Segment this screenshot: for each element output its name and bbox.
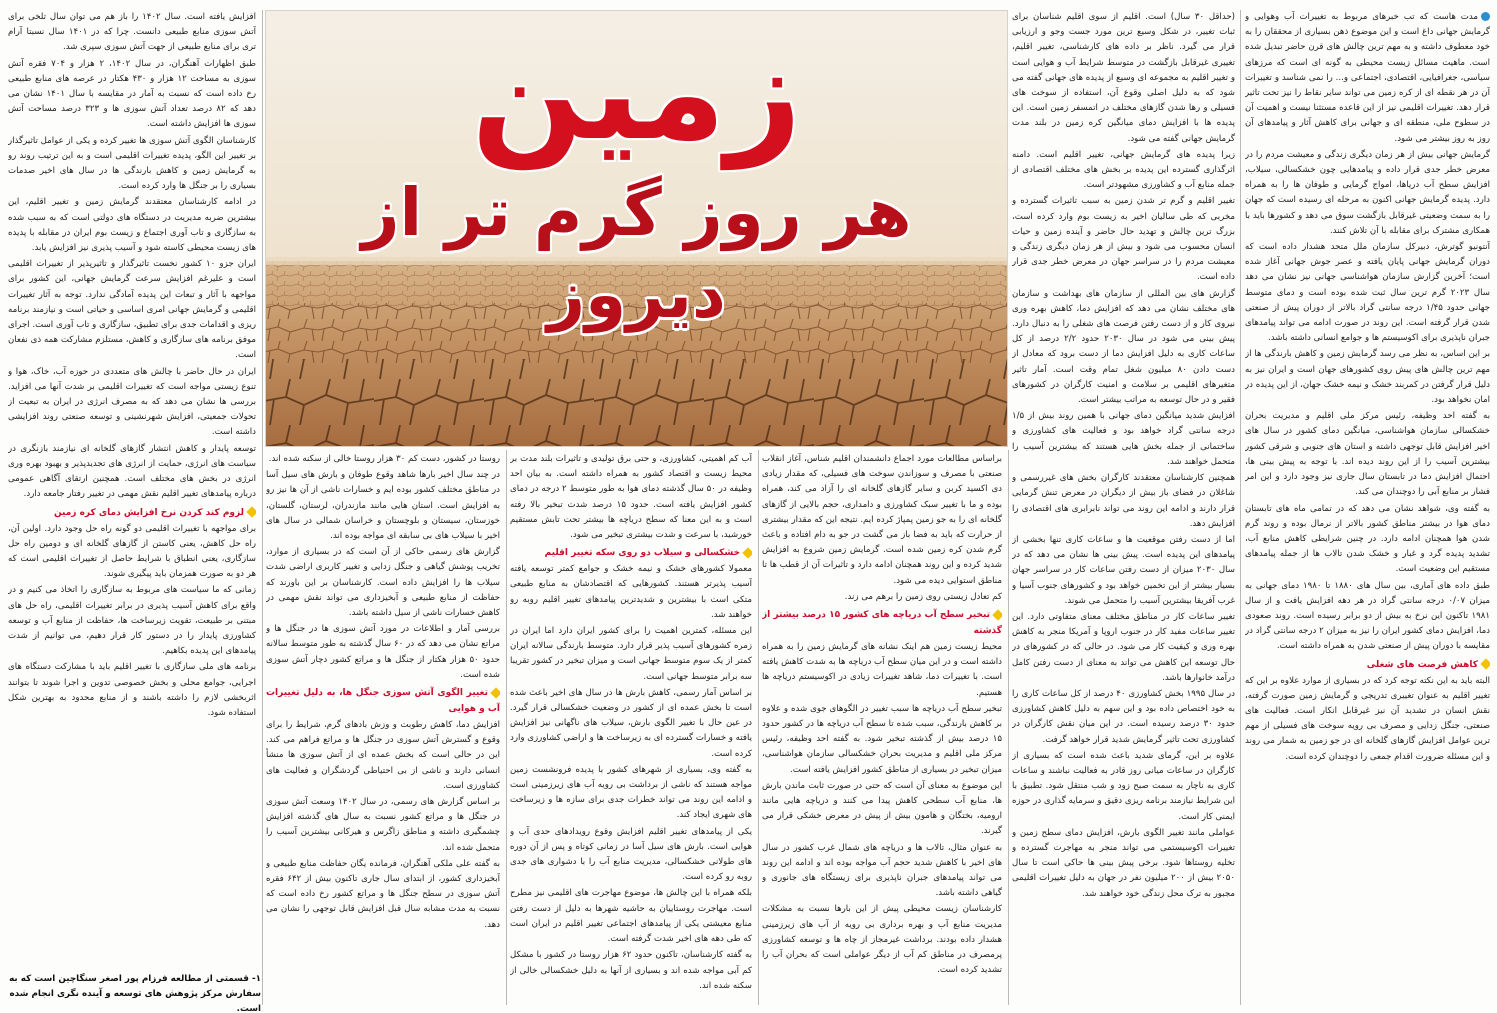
section-subhead: خشکسالی و سیلاب دو روی سکه تغییر اقلیم (510, 545, 752, 561)
headline-subtitle: هر روز گرم تر از دیروز (361, 174, 912, 333)
bullet-icon (1481, 12, 1490, 21)
paragraph: طبق اظهارات آهنگران، در سال ۱۴۰۲، ۲ هزار و ۷۰۴ فقره آتش سوزی به مساحت ۱۲ هزار و ۴۳۰ هکتار در عرصه های منابع طبیعی رخ داده است که نسبت به آمار در مقایسه با سال ۱۴۰۱ نشان می دهد که ۸۲ درصد تعداد آتش سوزی ها و ۳۲۳ درصد مساحت آتش سوزی ها افزایش داشته است. (8, 58, 256, 130)
paragraph: بر این اساس، به نظر می رسد گرمایش زمین و کاهش بارندگی ها از مهم ترین چالش های پیش روی کشورهای جهان است و ایران نیز به دلیل قرار گرفتن در کمربند خشک و نیمه خشک جهان، از این پدیده در امان نخواهد بود. (1245, 349, 1490, 406)
paragraph: بررسی آمار و اطلاعات در مورد آتش سوزی ها در جنگل ها و مراتع نشان می دهد که در ۶۰ سال گذشته به طور متوسط سالانه حدود ۵۰ هزار هکتار از جنگل ها و مراتع کشور دچار آتش سوزی شده است. (266, 624, 500, 680)
paragraph: گرمایش جهانی بیش از هر زمان دیگری زندگی و معیشت مردم را در معرض خطر جدی قرار داده و پیامدهایی چون خشکسالی، سیلاب، افزایش سطح آب دریاها، امواج گرمایی و طوفان ها را به همراه دارد. پدیده گرمایش جهانی اکنون به مرحله ای رسیده است که جهان را به سمت وضعیتی غیرقابل بازگشت سوق می دهد و کشورها باید با همکاری مشترک برای مقابله با آن تلاش کنند. (1245, 149, 1490, 236)
subhead-marker-icon (490, 687, 500, 698)
subhead-marker-icon (1480, 658, 1490, 669)
paragraph: زمانی که ما سیاست های مربوط به سازگاری را اتخاذ می کنیم و در واقع برای کاهش آسیب پذیری در برابر تغییرات اقلیمی، راه حل های مبتنی بر طبیعت، تقویت زیرساخت ها، حفاظت از منابع آب و توسعه کشاورزی پایدار را در دستور کار قرار دهیم، می توانیم از شدت پیامدهای این پدیده بکاهیم. (8, 585, 256, 657)
paragraph: تغییر اقلیم و گرم تر شدن زمین به سبب تاثیرات گسترده و مخربی که طی سالیان اخیر به زیست بوم وارد کرده است، بزرگ ترین چالش و تهدید حال حاضر و آینده زمین و حیات انسان محسوب می شود و بیش از هر زمان دیگری زندگی و معیشت مردم را در سراسر جهان در معرض خطر جدی قرار داده است. (1012, 196, 1235, 283)
paragraph: عواملی مانند تغییر الگوی بارش، افزایش دمای سطح زمین و تغییرات اکوسیستمی می تواند منجر به مهاجرت گسترده و تخلیه روستاها شود. برخی پیش بینی ها حاکی است تا سال ۲۰۵۰ بیش از ۲۰۰ میلیون نفر در جهان به دلیل تغییرات اقلیمی مجبور به ترک محل زندگی خود خواهند شد. (1012, 827, 1235, 899)
paragraph: آب کم اهمیتی، کشاورزی، و حتی برق تولیدی و تاثیرات بلند مدت بر محیط زیست و اقتصاد کشور به همراه داشته است. به بیان احد وظیفه در ۵۰ سال گذشته دمای هوا به طور متوسط ۲ درجه در دمای کشور افزایش یافته است. حدود ۱۵ درصد شدت تبخیر بالا رفته است و به این معنا که سطح دریاچه ها بیشتر تحت تابش مستقیم خورشید، با سرعت و شدت بیشتری تبخیر می شود. (510, 454, 752, 541)
paragraph: تبخیر سطح آب دریاچه ها سبب تغییر در الگوهای جوی شده و علاوه بر کاهش بارندگی، سبب شده تا سطح آب دریاچه ها در کشور حدود ۱۵ درصد بیش از گذشته تبخیر شود. به گفته احد وظیفه، رئیس مرکز ملی اقلیم و مدیریت بحران خشکسالی سازمان هواشناسی، میزان تبخیر در بسیاری از مناطق کشور افزایش یافته است. (762, 703, 1002, 775)
subhead-marker-icon (992, 609, 1002, 620)
subhead-marker-icon (246, 506, 256, 517)
paragraph: بر اساس گزارش های رسمی، در سال ۱۴۰۲ وسعت آتش سوزی در جنگل ها و مراتع کشور نسبت به سال های گذشته افزایش چشمگیری داشته و مناطق زاگرس و هیرکانی بیشترین آسیب را متحمل شده اند. (266, 797, 500, 853)
paragraph: توسعه پایدار و کاهش انتشار گازهای گلخانه ای نیازمند بازنگری در سیاست های انرژی، حمایت از انرژی های تجدیدپذیر و بهبود بهره وری انرژی در بخش های مختلف است. همچنین ارتقای آگاهی عمومی درباره پیامدهای تغییر اقلیم نقش مهمی در تغییر رفتار جامعه دارد. (8, 443, 256, 500)
paragraph: یکی از پیامدهای تغییر اقلیم افزایش وقوع رویدادهای حدی آب و هوایی است. بارش های سیل آسا در زمانی کوتاه و پس از آن دوره های طولانی خشکسالی، مدیریت منابع آب را با دشواری های جدی روبه رو کرده است. (510, 826, 752, 883)
paragraph: گزارش های رسمی حاکی از آن است که در بسیاری از موارد، تخریب پوشش گیاهی و جنگل زدایی و تغییر کاربری اراضی شدت سیلاب ها را افزایش داده است. کارشناسان بر این باورند که حفاظت از منابع طبیعی و آبخیزداری می تواند نقش مهمی در کاهش خسارات ناشی از سیل داشته باشد. (266, 547, 500, 619)
column-divider (262, 10, 263, 1005)
paragraph: کم تعادل زیستی روی زمین را برهم می زند. (844, 591, 1002, 602)
paragraph: به عنوان مثال، تالاب ها و دریاچه های شمال غرب کشور در سال های اخیر با کاهش شدید حجم آب مواجه بوده اند و ادامه این روند می تواند پیامدهای جبران ناپذیری برای زیستگاه های جانوری و گیاهی داشته باشد. (762, 842, 1002, 899)
paragraph: افزایش یافته است. سال ۱۴۰۲ را باز هم می توان سال تلخی برای آتش سوزی منابع طبیعی دانست. چرا که در ۱۴۰۱ سال نسبتا آرام تری برای منابع طبیعی از جهت آتش سوزی سپری شد. (8, 12, 256, 53)
paragraph: به گفته وی، شواهد نشان می دهد که در تمامی ماه های تابستان دمای هوا در بیشتر مناطق کشور بالاتر از نرمال بوده و روند گرم شدن هوا همچنان ادامه دارد. در چنین شرایطی کاهش منابع آب، تشدید پدیده گرد و غبار و خشک شدن تالاب ها از جمله پیامدهای مستقیم این وضعیت است. (1245, 503, 1490, 575)
paragraph: در ادامه کارشناسان معتقدند گرمایش زمین و تغییر اقلیم، این بیشترین ضربه مدیریت در دستگاه های دولتی است که به سبب شده به سازگاری و تاب آوری اجتماع و زیست بوم ایران در مقابله با پدیده های زیست محیطی کاسته شود و آسیب پذیری نیز افزایش یابد. (8, 197, 256, 254)
paragraph: در چند سال اخیر بارها شاهد وقوع طوفان و بارش های سیل آسا در مناطق مختلف کشور بوده ایم و خسارات ناشی از آن ها نیز رو به افزایش است. استان هایی مانند مازندران، لرستان، گلستان، خوزستان، سیستان و بلوچستان و خراسان شمالی در سال های اخیر با سیلاب های بی سابقه ای مواجه بوده اند. (266, 470, 500, 542)
paragraph: برای مواجهه با تغییرات اقلیمی دو گونه راه حل وجود دارد. اولین آن، راه حل کاهش، یعنی کاستن از گازهای گلخانه ای و دومین راه حل سازگاری، یعنی انطباق با شرایط حاصل از تغییرات اقلیمی است که هر دو به صورت همزمان باید پیگیری شوند. (8, 523, 256, 580)
paragraph: افزایش شدید میانگین دمای جهانی با همین روند بیش از ۱/۵ درجه سانتی گراد خواهد بود و فعالیت های کشاورزی و ساختمانی از جمله بخش هایی هستند که بیشترین آسیب را متحمل خواهند شد. (1012, 411, 1235, 467)
subhead-marker-icon (742, 547, 752, 558)
paragraph: کارشناسان الگوی آتش سوزی ها تغییر کرده و یکی از عوامل تاثیرگذار بر تغییر این الگو، پدیده تغییرات اقلیمی است و به این ترتیب روند رو به گرمایش زمین و کاهش بارندگی ها در سال های اخیر صدمات بسیاری را بر جنگل ها وارد کرده است. (8, 135, 256, 192)
paragraph: زیرا پدیده های گرمایش جهانی، تغییر اقلیم است. دامنه اثرگذاری گسترده این پدیده بر بخش های مختلف اقتصادی از جمله منابع آب و کشاورزی مشهودتر است. (1012, 149, 1235, 191)
article-column-2 (1012, 10, 1235, 1005)
article-column-4 (510, 452, 752, 1005)
paragraph: آنتونیو گوترش، دبیرکل سازمان ملل متحد هشدار داده است که دوران گرمایش جهانی پایان یافته و عصر جوش جهانی آغاز شده است؛ آخرین گزارش سازمان هواشناسی جهانی نیز نشان می دهد سال ۲۰۲۳ گرم ترین سال ثبت شده بوده است و دمای متوسط جهانی حدود ۱/۴۵ درجه سانتی گراد بالاتر از دوران پیش از صنعتی شدن قرار گرفته است. این روند در صورت ادامه می تواند پیامدهای جبران ناپذیری برای اکوسیستم ها و جوامع انسانی داشته باشد. (1245, 242, 1490, 344)
column-divider (1240, 10, 1241, 1005)
paragraph: روستا در کشور، دست کم ۳۰ هزار روستا خالی از سکنه شده اند. (268, 454, 500, 464)
source-footnote: ۱- قسمتی از مطالعه فرزام پور اصغر سنگاچین است که به سفارش مرکز پژوهش های توسعه و آینده نگری انجام شده است. (9, 974, 261, 1013)
paragraph: علاوه بر این، گرمای شدید باعث شده است که بسیاری از کارگران در ساعات میانی روز قادر به فعالیت نباشند و ساعات کاری به ناچار به سمت صبح زود و شب منتقل شود. تطبیق با این شرایط نیازمند برنامه ریزی دقیق و سرمایه گذاری در حوزه ایمنی کار است. (1012, 750, 1235, 822)
column-divider (506, 450, 507, 1005)
paragraph: بر اساس آمار رسمی، کاهش بارش ها در سال های اخیر باعث شده است تا بخش عمده ای از کشور در وضعیت خشکسالی قرار گیرد. در عین حال با تغییر الگوی بارش، سیلاب های ناگهانی نیز افزایش یافته و خسارات گسترده ای به زیرساخت ها و اراضی کشاورزی وارد کرده است. (510, 687, 752, 759)
paragraph: معمولا کشورهای خشک و نیمه خشک و جوامع کمتر توسعه یافته آسیب پذیرتر هستند. کشورهایی که اقتصادشان به منابع طبیعی متکی است با بیشترین و شدیدترین پیامدهای تغییر اقلیم روبه رو خواهند شد. (510, 564, 752, 620)
section-subhead: تبخیر سطح آب دریاچه های کشور ۱۵ درصد بیشتر از گذشته (762, 610, 1002, 637)
section-subhead: لزوم کند کردن نرخ افزایش دمای کره زمین (8, 505, 256, 521)
paragraph: محیط زیست زمین هم اینک نشانه های گرمایش زمین را به همراه داشته است و در این میان سطح آب دریاچه ها به شدت کاهش یافته است. با تغییرات دما، شاهد تغییرات زیادی در اکوسیستم دریاچه ها هستیم. (762, 642, 1002, 698)
paragraph: به گفته کارشناسان، تاکنون حدود ۶۲ هزار روستا در کشور با مشکل کم آبی مواجه شده اند و بسیاری از آنها به دلیل خشکسالی خالی از سکنه شده اند. (510, 950, 752, 991)
column-divider (758, 450, 759, 1005)
paragraph: به گفته احد وظیفه، رئیس مرکز ملی اقلیم و مدیریت بحران خشکسالی سازمان هواشناسی، میانگین دمای کشور در سال های اخیر افزایش قابل توجهی داشته و استان های جنوبی و شرقی کشور بیشترین آسیب را از این روند دیده اند. با توجه به پیش بینی ها، احتمال افزایش دما در تابستان سال جاری نیز وجود دارد و این امر فشار بر منابع آبی را دوچندان می کند. (1245, 411, 1490, 498)
paragraph: در سال ۱۹۹۵ بخش کشاورزی ۴۰ درصد از کل ساعات کاری را به خود اختصاص داده بود و این سهم به دلیل کاهش کشاورزی حدود ۳۰ درصد رسیده است. در این میان نقش کارگران در کشاورزی تحت تاثیر گرمایش شدید قرار خواهد گرفت. (1012, 688, 1235, 745)
paragraph: بلکه همراه با این چالش ها، موضوع مهاجرت های اقلیمی نیز مطرح است. مهاجرت روستاییان به حاشیه شهرها به دلیل از دست رفتن منابع معیشتی یکی از پیامدهای اجتماعی تغییر اقلیم در ایران است که طی دهه های اخیر شدت گرفته است. (510, 888, 752, 945)
paragraph: گزارش های بین المللی از سازمان های بهداشت و سازمان های مختلف نشان می دهد که افزایش دما، کاهش بهره وری نیروی کار و از دست رفتن فرصت های شغلی را به دنبال دارد. پیش بینی می شود در سال ۲۰۳۰ حدود ۲/۲ درصد از کل ساعات کاری به دلیل افزایش دما از دست برود که معادل از دست دادن ۸۰ میلیون شغل تمام وقت است. آمار تاثیر متغیرهای اقلیمی بر سلامت و امنیت کارگران در کشورهای فقیر و در حال توسعه به مراتب بیشتر است. (1012, 288, 1235, 406)
paragraph: ایران جزو ۱۰ کشور نخست تاثیرگذار و تاثیرپذیر از تغییرات اقلیمی است و علیرغم افزایش سرعت گرمایش جهانی، این کشور برای مواجهه با آثار و تبعات این پدیده آمادگی ندارد. توجه به آثار تغییرات اقلیمی و گرمایش جهانی امری اساسی و حیاتی است و نیازمند برنامه ریزی و اقدامات جدی برای تطبیق، سازگاری و تاب آوری است. اجرای موفق برنامه های سازگاری و کاهش، مستلزم مشارکت همه ذی نفعان است. (8, 259, 256, 361)
paragraph: به گفته وی، بسیاری از شهرهای کشور با پدیده فرونشست زمین مواجه هستند که ناشی از برداشت بی رویه آب های زیرزمینی است و ادامه این روند می تواند خطرات جدی برای سازه ها و زیرساخت های شهری ایجاد کند. (510, 764, 752, 821)
article-column-6 (8, 10, 256, 968)
paragraph: براساس مطالعات مورد اجماع دانشمندان اقلیم شناس، آغاز انقلاب صنعتی با مصرف و سوزاندن سوخت های فسیلی، که مقدار زیادی دی اکسید کربن و سایر گازهای گلخانه ای را آزاد می کند، همراه بوده و ما با تغییر سبک کشاورزی و دامداری، حجم بالایی از گازهای گلخانه ای را به جو زمین پمپاژ کرده ایم. نتیجه این که مقدار بیشتری از حرارت که باید به فضا باز می گشت در جو به دام افتاده و باعث گرم شدن کره زمین شده است. گرمایش زمین شروع به افزایش شدید کرده و این روند همچنان ادامه دارد و تاثیرات آن از قطب ها تا مناطق استوایی دیده می شود. (762, 454, 1002, 586)
paragraph: افزایش دما، کاهش رطوبت و وزش بادهای گرم، شرایط را برای وقوع و گسترش آتش سوزی در جنگل ها و مراتع فراهم می کند. این در حالی است که بخش عمده ای از آتش سوزی ها منشأ انسانی دارند و ناشی از بی احتیاطی گردشگران و فعالیت های کشاورزی است. (266, 720, 500, 791)
column-divider (1008, 450, 1009, 1005)
paragraph: برنامه های ملی سازگاری با تغییر اقلیم باید با مشارکت دستگاه های اجرایی، جوامع محلی و بخش خصوصی تدوین و اجرا شوند تا بتوانند اثربخشی لازم را داشته باشند و از منابع محدود به بهترین شکل استفاده شود. (8, 662, 256, 718)
paragraph: کارشناسان زیست محیطی پیش از این بارها نسبت به مشکلات مدیریت منابع آب و بهره برداری بی رویه از آب های زیرزمینی هشدار داده بودند. برداشت غیرمجاز از چاه ها و توسعه کشاورزی پرمصرف در مناطق کم آب از دیگر عواملی است که بحران آب را تشدید کرده است. (762, 904, 1002, 976)
paragraph: مدت هاست که تب خبرهای مربوط به تغییرات آب وهوایی و گرمایش جهانی داغ است و این موضوع ذهن بسیاری از محققان را به خود معطوف داشته و به مهم ترین چالش های قرن حاضر تبدیل شده است. ماهیت مسائل زیست محیطی به گونه ای است که مرزهای سیاسی، جغرافیایی، اقتصادی، اجتماعی و... را نمی شناسد و تغییرات آن در هر نقطه ای از کره زمین می تواند سایر نقاط را نیز تحت تاثیر قرار دهد. تغییرات اقلیمی نیز از این قاعده مستثنا نیست و اهمیت آن در سطوح ملی، منطقه ای و جهانی برای کاهش آثار و پیامدهای آن روز به روز بیشتر می شود. (1245, 12, 1490, 144)
paragraph: همچنین کارشناسان معتقدند کارگران بخش های غیررسمی و شاغلان در فضای باز بیش از دیگران در معرض تنش گرمایی قرار دارند و ادامه این روند می تواند نابرابری های اقتصادی را افزایش دهد. (1012, 473, 1235, 529)
paragraph: (حداقل ۳۰ سال) است. اقلیم از سوی اقلیم شناسان برای ثبات تغییر، در شکل وسیع ترین مورد جست وجو و ارزیابی قرار می گیرد. ناظر بر داده های کارشناسی، تغییر اقلیم، تغییری غیرقابل بازگشت در متوسط شرایط آب و هوایی است و تغییر اقلیم به مجموعه ای وسیع از پدیده های جهانی گفته می شود که به دلیل اصلی وقوع آن، استفاده از سوخت های فسیلی و رها شدن گازهای مختلف در اتمسفر زمین است. این پدیده ها با افزایش دمای میانگین کره زمین در بلند مدت گرمایش جهانی گفته می شود. (1012, 12, 1235, 144)
paragraph: به گفته علی ملکی آهنگران، فرمانده یگان حفاظت منابع طبیعی و آبخیزداری کشور، از ابتدای سال جاری تاکنون بیش از ۶۴۲ فقره آتش سوزی در سطح جنگل ها و مراتع کشور رخ داده است که نسبت به مدت مشابه سال قبل افزایش قابل توجهی را نشان می دهد. (266, 858, 500, 930)
section-subhead: کاهش فرصت های شغلی (1245, 657, 1490, 673)
paragraph: ایران در حال حاضر با چالش های متعددی در حوزه آب، خاک، هوا و تنوع زیستی مواجه است که تغییرات اقلیمی بر شدت آنها می افزاید. بررسی ها نشان می دهد که به مصرف انرژی در ایران به تبعیت از تحولات جمعیتی، افزایش شهرنشینی و توسعه صنعتی روند افزایشی داشته است. (8, 366, 256, 438)
article-column-1 (1245, 10, 1490, 1005)
paragraph: طبق داده های آماری، بین سال های ۱۸۸۰ تا ۱۹۸۰ دمای جهانی به میزان ۰/۰۷ درجه سانتی گراد در هر دهه افزایش یافت و از سال ۱۹۸۱ تاکنون این نرخ به بیش از دو برابر رسیده است. روند صعودی دما، افزایش دمای کشور ایران را نیز به میزان ۲ درجه سانتی گراد در مقایسه با دوران پیش از صنعتی شدن به همراه داشته است. (1245, 580, 1490, 652)
paragraph: این مسئله، کمترین اهمیت را برای کشور ایران دارد اما ایران در زمره کشورهای آسیب پذیر قرار دارد. متوسط بارندگی سالانه ایران کمتر از یک سوم متوسط جهانی است و میزان تبخیر در کشور تقریبا سه برابر متوسط جهانی است. (510, 626, 752, 682)
headline-title: زمین (471, 16, 802, 170)
paragraph: البته باید به این نکته توجه کرد که در بسیاری از موارد علاوه بر این که تغییر اقلیم به عنوان تغییری تدریجی و گرمایش زمین صورت گرفته، نقش انسان در تشدید آن نیز غیرقابل انکار است. فعالیت های صنعتی، جنگل زدایی و مصرف بی رویه سوخت های فسیلی از مهم ترین عوامل افزایش گازهای گلخانه ای در جو زمین به شمار می روند و این مسئله ضرورت اقدام جمعی را دوچندان کرده است. (1245, 675, 1490, 762)
paragraph: این موضوع به معنای آن است که حتی در صورت ثابت ماندن بارش ها، منابع آب سطحی کاهش پیدا می کنند و دریاچه هایی مانند ارومیه، بختگان و هامون بیش از پیش در معرض خشکی قرار می گیرند. (762, 780, 1002, 837)
article-column-5 (266, 452, 500, 1005)
article-column-3 (762, 452, 1002, 1005)
paragraph: تغییر ساعات کار در مناطق مختلف معنای متفاوتی دارد. این تغییر ساعات مفید کار در جنوب اروپا و آمریکا منجر به کاهش بهره وری و کیفیت کار می شود. در حالی که در کشورهای در حال توسعه این کاهش می تواند به معنای از دست رفتن کامل درآمد خانوارها باشد. (1012, 611, 1235, 683)
section-subhead: تغییر الگوی آتش سوزی جنگل ها، به دلیل تغییرات آب و هوایی (266, 688, 500, 715)
paragraph: اما از دست رفتن موقعیت ها و ساعات کاری تنها بخشی از پیامدهای این پدیده است. پیش بینی ها نشان می دهد که در سال ۲۰۳۰ میزان از دست رفتن ساعات کار در سراسر جهان بسیار بیشتر از این تخمین خواهد بود و کشورهای جنوب آسیا و غرب آفریقا بیشترین آسیب را متحمل می شوند. (1012, 534, 1235, 606)
